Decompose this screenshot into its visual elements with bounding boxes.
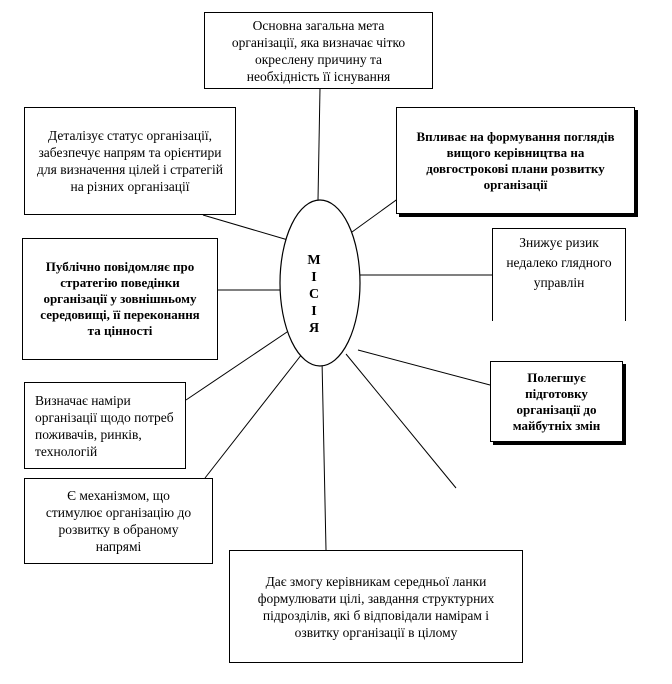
- box-top-left: Деталізує статус організації, забезпечує напрям та орієнтири для визначення цілей і стратегій на різних організації: [24, 107, 236, 215]
- spoke-top-left: [203, 215, 288, 240]
- center-letter: Я: [308, 321, 320, 336]
- spoke-bottom-left: [205, 354, 302, 478]
- center-letter: І: [311, 304, 317, 319]
- spoke-lower-right: [358, 350, 490, 385]
- spoke-bottom-right: [346, 354, 456, 488]
- box-lower-right: Полегшує підготовку організації до майбутніх змін: [490, 361, 623, 442]
- spoke-top: [318, 88, 320, 200]
- spoke-bottom: [322, 360, 326, 550]
- box-mid-left: Публічно повідомляє про стратегію поведінки організації у зовнішньому середовищі, її переконання та цінності: [22, 238, 218, 360]
- box-bottom: Дає змогу керівникам середньої ланки формулювати цілі, завдання структурних підрозділів, які б відповідали намірам і озвитку організації в цілому: [229, 550, 523, 663]
- center-letter: І: [311, 270, 317, 285]
- box-bottom-left: Є механізмом, що стимулює організацію до розвитку в обраному напрямі: [24, 478, 213, 564]
- center-letter: С: [308, 287, 320, 302]
- center-letter: М: [307, 253, 321, 268]
- box-mid-right: Знижує ризик недалеко глядного управлін: [492, 228, 626, 321]
- box-top-right: Впливає на формування поглядів вищого керівництва на довгострокові плани розвитку організації: [396, 107, 635, 214]
- box-lower-left: Визначає наміри організації щодо потреб поживачів, ринків, технологій: [24, 382, 186, 469]
- box-top: Основна загальна мета організації, яка визначає чітко окреслену причину та необхідність її існування: [204, 12, 433, 89]
- center-label-mission: [303, 252, 325, 337]
